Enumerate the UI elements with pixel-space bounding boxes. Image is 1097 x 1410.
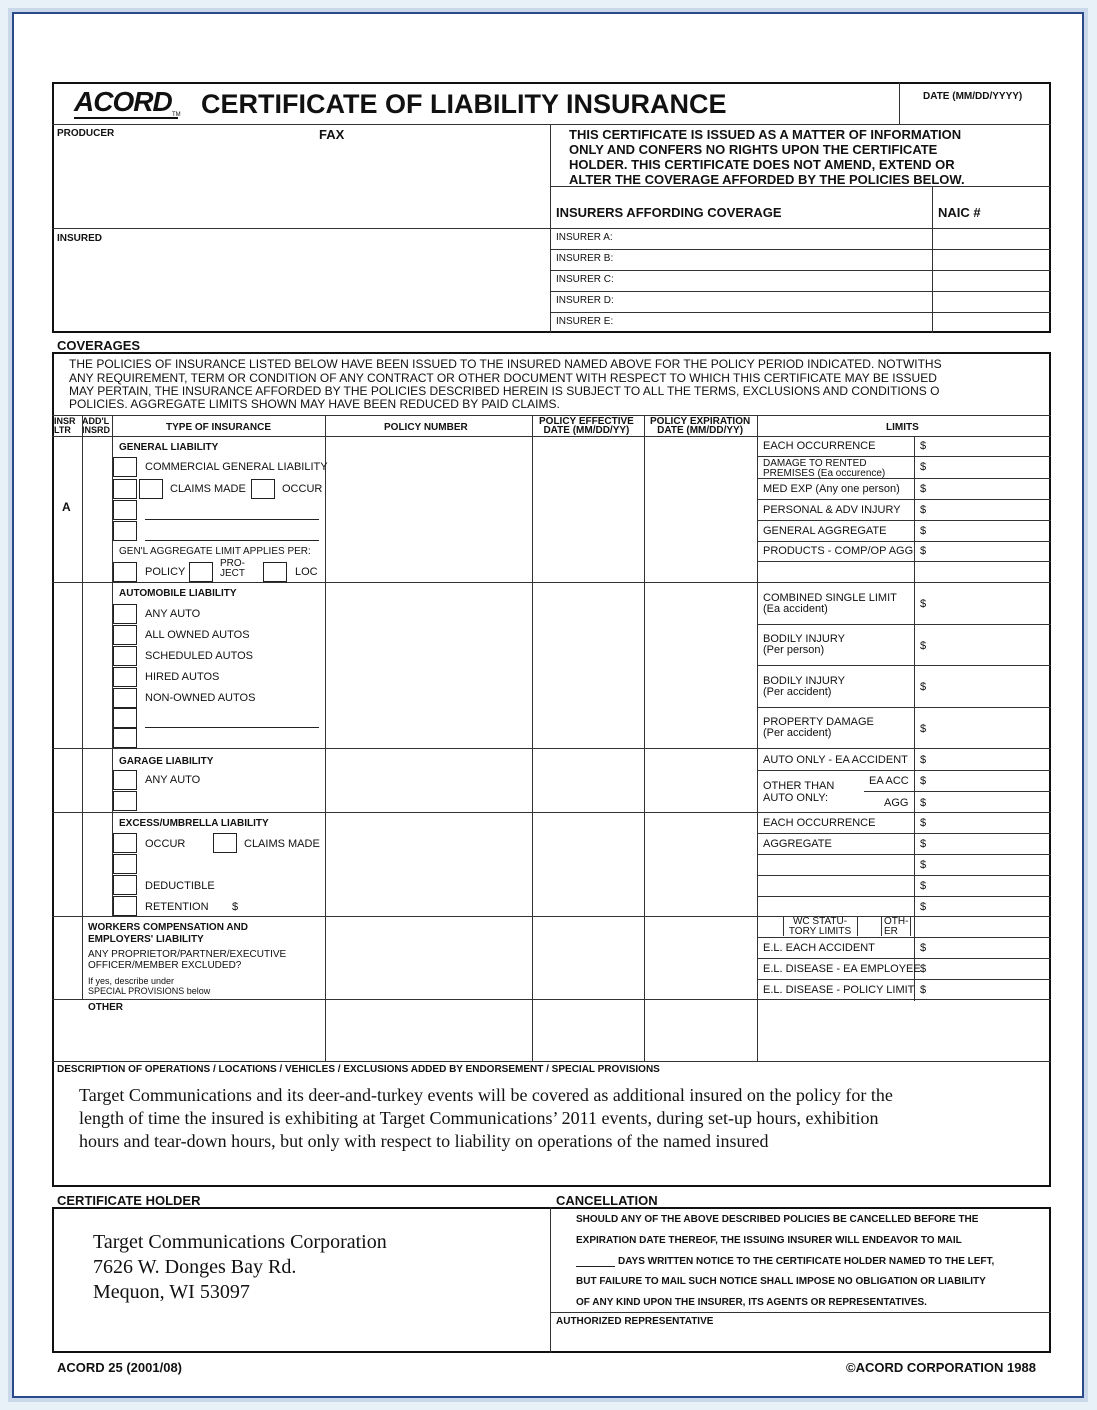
deductible-checkbox[interactable] — [113, 875, 137, 895]
date-divider — [899, 82, 900, 124]
dollar-sign: $ — [920, 963, 927, 975]
excess-claims-made-checkbox[interactable] — [213, 833, 237, 853]
limit-rule — [757, 520, 1051, 521]
header-rule — [52, 124, 1051, 125]
auto-extra-checkbox[interactable] — [113, 708, 137, 728]
limit-rule — [757, 624, 1051, 625]
certificate-holder-label: CERTIFICATE HOLDER — [57, 1193, 201, 1208]
notice-days-blank[interactable] — [576, 1266, 615, 1267]
section-rule — [52, 748, 1051, 749]
excess-blank-checkbox[interactable] — [113, 854, 137, 874]
acord-logo: ACORD — [74, 86, 172, 117]
wc-limit-disease-employee: E.L. DISEASE - EA EMPLOYEE — [763, 963, 921, 975]
insured-label: INSURED — [57, 233, 103, 244]
footer-form-number: ACORD 25 (2001/08) — [57, 1360, 182, 1375]
dollar-sign: $ — [920, 880, 927, 892]
excess-claims-made-label: CLAIMS MADE — [244, 838, 320, 850]
description-line-2: length of time the insured is exhibiting at Target Communications’ 2011 events, during set-up hours, exhibition — [79, 1108, 879, 1128]
col-divider — [757, 415, 758, 1061]
insurer-rule — [550, 291, 1051, 292]
insurer-d-label: INSURER D: — [556, 295, 614, 306]
workers-comp-ifyes: If yes, describe under SPECIAL PROVISIONS below — [88, 976, 211, 996]
gl-blank-line — [145, 519, 319, 520]
excess-limit-aggregate: AGGREGATE — [763, 838, 832, 850]
naic-divider — [932, 186, 933, 333]
deductible-label: DEDUCTIBLE — [145, 880, 215, 892]
section-rule — [52, 812, 1051, 813]
auto-limit-bodily-accident: BODILY INJURY (Per accident) — [763, 675, 845, 698]
holder-line-2: 7626 W. Donges Bay Rd. — [93, 1256, 297, 1278]
insurer-rule — [550, 249, 1051, 250]
description-line-3: hours and tear-down hours, but only with respect to liability on operations of the named insured — [79, 1131, 769, 1151]
garage-any-auto-checkbox[interactable] — [113, 770, 137, 790]
limit-rule — [757, 665, 1051, 666]
col-divider — [82, 415, 83, 1000]
notice-line-1: THIS CERTIFICATE IS ISSUED AS A MATTER OF INFORMATION — [569, 127, 962, 142]
gl-limit-each-occurrence: EACH OCCURRENCE — [763, 440, 876, 452]
project-checkbox[interactable] — [189, 562, 213, 582]
policy-expiration-header: POLICY EXPIRATION DATE (MM/DD/YY) — [650, 416, 751, 436]
gl-limit-personal-adv: PERSONAL & ADV INJURY — [763, 504, 901, 516]
coverages-paragraph-1: THE POLICIES OF INSURANCE LISTED BELOW HAVE BEEN ISSUED TO THE INSURED NAMED ABOVE FOR THE POLICY PERIOD INDICATED. NOTWITHS — [69, 358, 942, 371]
limit-rule — [757, 770, 1051, 771]
hired-autos-label: HIRED AUTOS — [145, 671, 220, 683]
dollar-sign: $ — [920, 723, 927, 735]
trademark: TM — [172, 112, 181, 118]
coverages-paragraph-3: MAY PERTAIN, THE INSURANCE AFFORDED BY THE POLICIES DESCRIBED HEREIN IS SUBJECT TO ALL THE TERMS, EXCLUSIONS AND CONDITIONS O — [69, 385, 940, 398]
policy-effective-header: POLICY EFFECTIVE DATE (MM/DD/YY) — [539, 416, 634, 436]
gen-agg-applies-label: GEN'L AGGREGATE LIMIT APPLIES PER: — [119, 546, 311, 557]
producer-insured-rule — [52, 228, 1051, 229]
cancellation-line-3: DAYS WRITTEN NOTICE TO THE CERTIFICATE HOLDER NAMED TO THE LEFT, — [618, 1256, 995, 1267]
description-label: DESCRIPTION OF OPERATIONS / LOCATIONS / VEHICLES / EXCLUSIONS ADDED BY ENDORSEMENT / SPECIAL PROVISIONS — [57, 1064, 660, 1075]
gl-limit-general-aggregate: GENERAL AGGREGATE — [763, 525, 887, 537]
excess-occur-label: OCCUR — [145, 838, 186, 850]
limit-rule — [757, 854, 1051, 855]
dollar-sign: $ — [920, 984, 927, 996]
col-divider — [325, 415, 326, 1061]
auto-limit-bodily-person: BODILY INJURY (Per person) — [763, 633, 845, 656]
insurer-letter-a: A — [62, 500, 71, 514]
dollar-sign: $ — [920, 545, 927, 557]
type-of-insurance-header: TYPE OF INSURANCE — [166, 422, 272, 433]
gl-blank-line — [145, 540, 319, 541]
auto-limit-combined: COMBINED SINGLE LIMIT (Ea accident) — [763, 592, 897, 615]
dollar-sign: $ — [920, 681, 927, 693]
dollar-sign: $ — [920, 483, 927, 495]
wc-statutory-limits: WC STATU- TORY LIMITS — [788, 916, 852, 937]
retention-label: RETENTION — [145, 901, 209, 913]
dollar-sign: $ — [920, 504, 927, 516]
holder-line-3: Mequon, WI 53097 — [93, 1281, 250, 1303]
occur-checkbox[interactable] — [251, 479, 275, 499]
fax-label: FAX — [319, 127, 345, 142]
retention-checkbox[interactable] — [113, 896, 137, 916]
gl-extra-checkbox[interactable] — [113, 521, 137, 541]
gl-limit-med-exp: MED EXP (Any one person) — [763, 483, 900, 495]
notice-line-2: ONLY AND CONFERS NO RIGHTS UPON THE CERTIFICATE — [569, 142, 938, 157]
insurer-rule — [550, 312, 1051, 313]
holder-line-1: Target Communications Corporation — [93, 1231, 387, 1253]
cancellation-line-1: SHOULD ANY OF THE ABOVE DESCRIBED POLICIES BE CANCELLED BEFORE THE — [576, 1214, 979, 1225]
project-label: PRO- JECT — [220, 558, 245, 579]
insurers-heading: INSURERS AFFORDING COVERAGE — [556, 205, 782, 220]
loc-checkbox[interactable] — [263, 562, 287, 582]
auto-extra-checkbox[interactable] — [113, 728, 137, 748]
dollar-sign: $ — [232, 901, 239, 913]
acord-logo-underline — [74, 117, 178, 119]
auto-liability-title: AUTOMOBILE LIABILITY — [119, 588, 237, 599]
insurer-e-label: INSURER E: — [556, 316, 614, 327]
naic-heading: NAIC # — [938, 205, 981, 220]
general-liability-title: GENERAL LIABILITY — [119, 442, 219, 453]
wc-limit-disease-policy: E.L. DISEASE - POLICY LIMIT — [763, 984, 915, 996]
dollar-sign: $ — [920, 461, 927, 473]
cancellation-line-2: EXPIRATION DATE THEREOF, THE ISSUING INSURER WILL ENDEAVOR TO MAIL — [576, 1235, 962, 1246]
policy-checkbox[interactable] — [113, 562, 137, 582]
policy-number-header: POLICY NUMBER — [384, 422, 468, 433]
limit-rule — [864, 791, 1051, 792]
dollar-sign: $ — [920, 754, 927, 766]
section-rule — [52, 582, 1051, 583]
wc-limit-each-accident: E.L. EACH ACCIDENT — [763, 942, 875, 954]
non-owned-autos-checkbox[interactable] — [113, 688, 137, 708]
limit-rule — [757, 833, 1051, 834]
workers-comp-title: WORKERS COMPENSATION AND EMPLOYERS' LIABILITY — [88, 922, 248, 945]
any-auto-checkbox[interactable] — [113, 604, 137, 624]
excess-occur-checkbox[interactable] — [113, 833, 137, 853]
garage-other-than: OTHER THAN AUTO ONLY: — [763, 780, 835, 804]
addl-insrd-header: ADD'L INSRD — [82, 416, 111, 435]
dollar-sign: $ — [920, 859, 927, 871]
col-divider — [644, 415, 645, 1061]
col-divider — [112, 415, 113, 436]
garage-liability-title: GARAGE LIABILITY — [119, 756, 214, 767]
limit-rule — [757, 541, 1051, 542]
claims-made-label: CLAIMS MADE — [170, 483, 246, 495]
dollar-sign: $ — [920, 838, 927, 850]
notice-line-4: ALTER THE COVERAGE AFFORDED BY THE POLICIES BELOW. — [569, 172, 965, 187]
form-title: CERTIFICATE OF LIABILITY INSURANCE — [201, 89, 727, 119]
auto-limit-property-damage: PROPERTY DAMAGE (Per accident) — [763, 716, 874, 739]
notice-line-3: HOLDER. THIS CERTIFICATE DOES NOT AMEND, EXTEND OR — [569, 157, 955, 172]
limit-rule — [757, 875, 1051, 876]
dollar-sign: $ — [920, 775, 927, 787]
dollar-sign: $ — [920, 901, 927, 913]
excess-liability-title: EXCESS/UMBRELLA LIABILITY — [119, 818, 269, 829]
loc-label: LOC — [295, 566, 318, 578]
holder-divider — [550, 1207, 551, 1353]
insurer-a-label: INSURER A: — [556, 232, 613, 243]
authorized-representative-label: AUTHORIZED REPRESENTATIVE — [556, 1316, 714, 1327]
limit-rule — [757, 958, 1051, 959]
garage-auto-only: AUTO ONLY - EA ACCIDENT — [763, 754, 908, 766]
excess-limit-each-occurrence: EACH OCCURRENCE — [763, 817, 876, 829]
cgl-checkbox[interactable] — [113, 457, 137, 477]
garage-ea-acc: EA ACC — [869, 775, 909, 787]
section-rule — [52, 999, 1051, 1000]
wc-other: OTH- ER — [884, 916, 909, 937]
dollar-sign: $ — [920, 797, 927, 809]
footer-copyright: ©ACORD CORPORATION 1988 — [846, 1360, 1036, 1375]
coverages-title: COVERAGES — [57, 338, 141, 353]
cancellation-line-4: BUT FAILURE TO MAIL SUCH NOTICE SHALL IMPOSE NO OBLIGATION OR LIABILITY — [576, 1276, 986, 1287]
wc-box-right — [910, 916, 911, 936]
dollar-sign: $ — [920, 817, 927, 829]
gl-limit-damage-rented: DAMAGE TO RENTED PREMISES (Ea occurence) — [763, 458, 886, 479]
occur-label: OCCUR — [282, 483, 323, 495]
limit-rule — [757, 979, 1051, 980]
col-divider — [532, 415, 533, 1061]
claims-made-checkbox[interactable] — [139, 479, 163, 499]
workers-comp-desc: ANY PROPRIETOR/PARTNER/EXECUTIVE OFFICER/MEMBER EXCLUDED? — [88, 949, 287, 971]
limit-rule — [757, 499, 1051, 500]
non-owned-autos-label: NON-OWNED AUTOS — [145, 692, 256, 704]
gl-blank-checkbox[interactable] — [113, 479, 137, 499]
limit-rule — [757, 707, 1051, 708]
limit-rule — [757, 896, 1051, 897]
wc-box-mid — [857, 916, 858, 936]
scheduled-autos-label: SCHEDULED AUTOS — [145, 650, 253, 662]
limit-rule — [757, 478, 1051, 479]
wc-box-left — [783, 916, 784, 936]
wc-box-other — [881, 916, 882, 936]
gl-limit-products: PRODUCTS - COMP/OP AGG — [763, 545, 914, 557]
dollar-sign: $ — [920, 440, 927, 452]
insurer-c-label: INSURER C: — [556, 274, 614, 285]
notice-rule — [550, 186, 1051, 187]
insurer-b-label: INSURER B: — [556, 253, 614, 264]
dollar-sign: $ — [920, 640, 927, 652]
insr-ltr-header: INSR LTR — [54, 416, 76, 435]
cgl-label: COMMERCIAL GENERAL LIABILITY — [145, 461, 328, 473]
hired-autos-checkbox[interactable] — [113, 667, 137, 687]
dollar-sign: $ — [920, 525, 927, 537]
dollar-sign: $ — [920, 942, 927, 954]
cancellation-label: CANCELLATION — [556, 1193, 658, 1208]
producer-label: PRODUCER — [57, 128, 115, 139]
authorized-rule — [550, 1312, 1051, 1313]
cancellation-line-5: OF ANY KIND UPON THE INSURER, ITS AGENTS OR REPRESENTATIVES. — [576, 1297, 927, 1308]
scheduled-autos-checkbox[interactable] — [113, 646, 137, 666]
limit-rule — [757, 937, 1051, 938]
garage-agg: AGG — [884, 797, 909, 809]
gl-extra-checkbox[interactable] — [113, 500, 137, 520]
auto-blank-line — [145, 727, 319, 728]
other-label: OTHER — [88, 1002, 123, 1013]
limits-header: LIMITS — [886, 422, 919, 433]
coverages-paragraph-2: ANY REQUIREMENT, TERM OR CONDITION OF ANY CONTRACT OR OTHER DOCUMENT WITH RESPECT TO WHICH THIS CERTIFICATE MAY BE ISSUED — [69, 372, 937, 385]
garage-any-auto-label: ANY AUTO — [145, 774, 201, 786]
any-auto-label: ANY AUTO — [145, 608, 201, 620]
all-owned-autos-label: ALL OWNED AUTOS — [145, 629, 250, 641]
coverages-paragraph-4: POLICIES. AGGREGATE LIMITS SHOWN MAY HAVE BEEN REDUCED BY PAID CLAIMS. — [69, 398, 560, 411]
limit-rule — [757, 456, 1051, 457]
table-header-rule — [52, 436, 1051, 437]
limit-rule — [757, 561, 1051, 562]
dollar-sign: $ — [920, 598, 927, 610]
all-owned-autos-checkbox[interactable] — [113, 625, 137, 645]
insurer-rule — [550, 270, 1051, 271]
date-label: DATE (MM/DD/YYYY) — [923, 91, 1023, 102]
description-line-1: Target Communications and its deer-and-turkey events will be covered as additional insured on the policy for the — [79, 1085, 893, 1105]
garage-extra-checkbox[interactable] — [113, 791, 137, 811]
section-rule — [52, 1061, 1051, 1062]
policy-label: POLICY — [145, 566, 186, 578]
